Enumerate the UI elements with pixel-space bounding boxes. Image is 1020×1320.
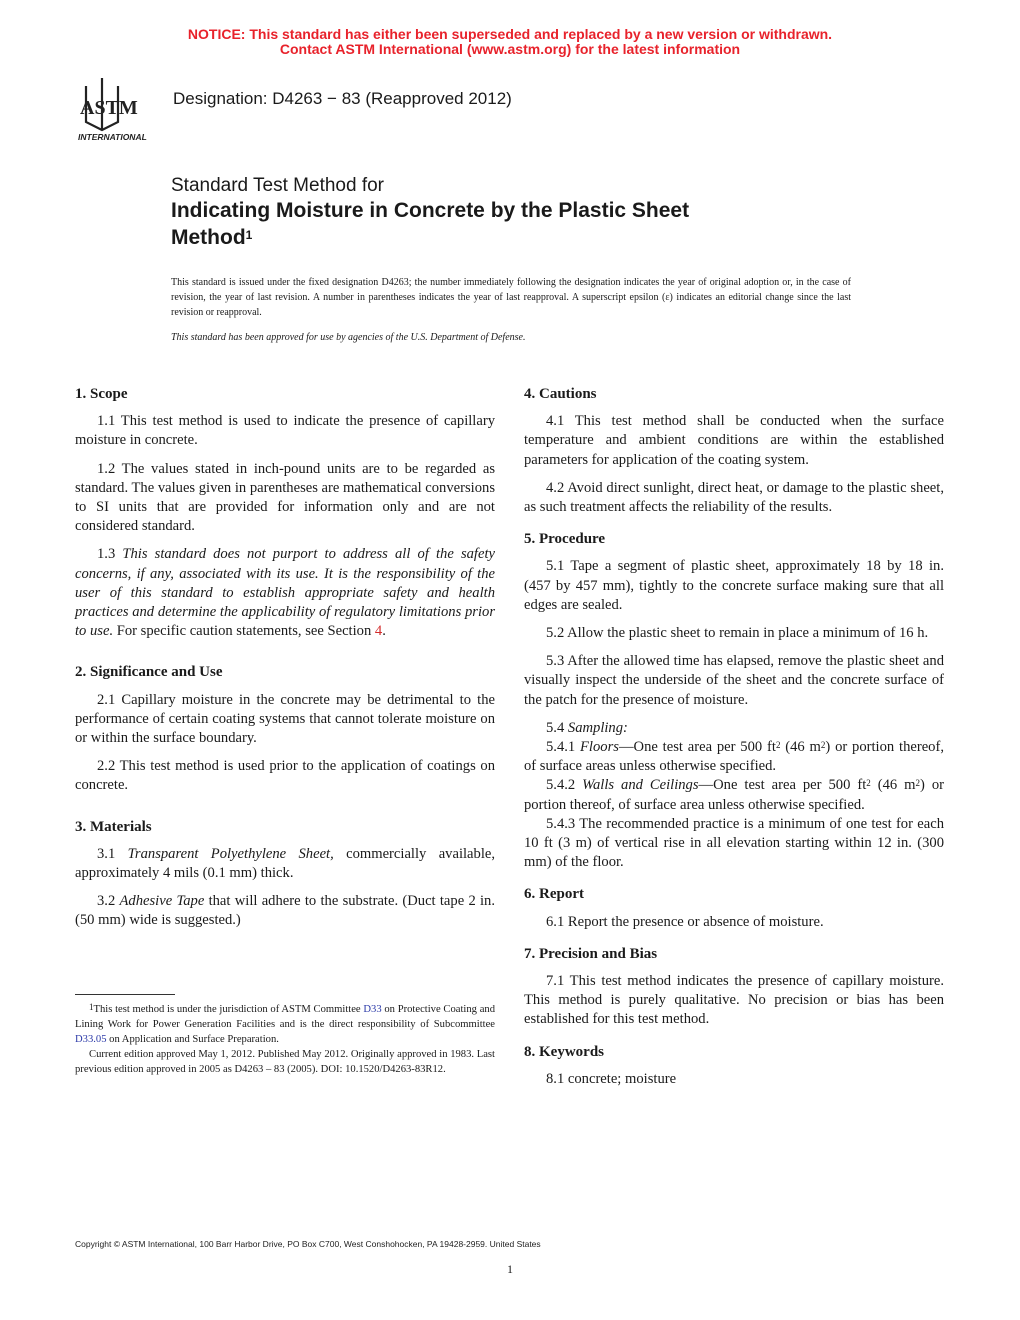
section-4-link[interactable]: 4 [374,623,383,640]
para-5-1: 5.1 Tape a segment of plastic sheet, approximately 18 by 18 in. (457 by 457 mm), tightly to the concrete surface making sure that all edges are sealed. [524,558,944,613]
para-6-1: 6.1 Report the presence or absence of moisture. [546,913,824,930]
para-4-1: 4.1 This test method shall be conducted when the surface temperature and ambient conditions are within the established parameters for application of the coating system. [524,413,944,468]
notice-line-2: Contact ASTM International (www.astm.org) for the latest information [279,41,741,57]
committee-d33-link[interactable]: D33 [363,1004,382,1015]
title-line-3: Method$^1$ [171,226,253,249]
section-2-heading: 2. Significance and Use [75,664,223,681]
para-5-4-1: 5.4.1 Floors—One test area per 500 $ft^2$ (46 $m^2$) or portion thereof, of surface areas unless otherwise specified. [524,739,944,775]
para-3-1: 3.1 Transparent Polyethylene Sheet, commercially available, approximately 4 mils (0.1 mm) thick. [75,845,496,882]
subcommittee-d33-05-link[interactable]: D33.05 [75,1034,107,1045]
document-title [171,175,871,251]
dod-approval: This standard has been approved for use by agencies of the U.S. Department of Defense. [171,332,526,343]
preamble [171,275,851,345]
para-1-3: 1.3 This standard does not purport to address all of the safety concerns, if any, associated with its use. It is the responsibility of the user of this standard to establish appropriate safety and health practices and determine the applicability of regulatory limitations prior to use. For specific caution statements, see Section 4. [75,546,495,640]
copyright: Copyright © ASTM International, 100 Barr Harbor Drive, PO Box C700, West Conshohocken, PA 19428-2959. United States [75,1239,541,1249]
section-1-heading: 1. Scope [75,386,128,402]
logo-subtitle: INTERNATIONAL [78,132,147,142]
section-7-heading: 7. Precision and Bias [524,945,658,962]
page-number: 1 [507,1262,513,1276]
para-7-1: 7.1 This test method indicates the presence of capillary moisture. This method is purely qualitative. No precision or bias has been established for this test method. [524,973,944,1028]
section-3-heading: 3. Materials [75,818,152,835]
para-2-1: 2.1 Capillary moisture in the concrete may be detrimental to the performance of certain coating systems that cannot tolerate moisture on or within the surface boundary. [75,691,495,747]
para-5-2: 5.2 Allow the plastic sheet to remain in place a minimum of 16 h. [546,625,929,642]
para-1-1: 1.1 This test method is used to indicate the presence of capillary moisture in concrete. [75,413,495,449]
notice-line-1: NOTICE: This standard has either been superseded and replaced by a new version or withdrawn. [187,26,833,42]
para-5-4-2: 5.4.2 Walls and Ceilings—One test area per 500 $ft^2$ (46 $m^2$) or portion thereof, of surface area unless otherwise specified. [524,777,944,813]
left-column [75,385,495,940]
para-3-2: 3.2 Adhesive Tape that will adhere to the substrate. (Duct tape 2 in. (50 mm) wide is suggested.) [75,893,496,929]
astm-logo [72,74,164,144]
right-column [524,385,944,1098]
footnote-edition: Current edition approved May 1, 2012. Published May 2012. Originally approved in 1983. Last previous edition approved in 2005 as D4263 – 83 (2005). DOI: 10.1520/D4263-83R12. [75,1049,495,1075]
section-6-heading: 6. Report [524,886,584,903]
section-4-heading: 4. Cautions [524,386,597,402]
para-5-3: 5.3 After the allowed time has elapsed, remove the plastic sheet and visually inspect the underside of the sheet and the concrete surface of the patch for the presence of moisture. [524,653,944,708]
para-4-2: 4.2 Avoid direct sunlight, direct heat, or damage to the plastic sheet, as such treatment affects the reliability of the results. [524,479,944,516]
title-line-2: Indicating Moisture in Concrete by the Plastic Sheet [171,199,690,222]
footnotes [75,1002,495,1077]
designation: Designation: D4263 − 83 (Reapproved 2012) [173,89,512,108]
para-1-2: 1.2 The values stated in inch-pound units are to be regarded as standard. The values given in parentheses are mathematical conversions to SI units that are provided for information only and are not considered standard. [75,460,495,535]
footnote-1: $^1$This test method is under the jurisdiction of ASTM Committee D33 on Protective Coating and Lining Work for Power Generation Facilities and is the direct responsibility of Subcommittee D33.05 on Application and Surface Preparation. [75,1002,495,1045]
footnote-divider [75,994,175,995]
section-8-heading: 8. Keywords [524,1043,604,1060]
section-5-heading: 5. Procedure [524,531,606,548]
title-line-1: Standard Test Method for [171,175,384,196]
withdrawal-notice [0,27,1020,57]
title-footnote-marker[interactable]: 1 [245,228,253,242]
para-5-4: 5.4 Sampling: [546,719,628,736]
preamble-text: This standard is issued under the fixed designation D4263; the number immediately following the designation indicates the year of original adoption or, in the case of revision, the year of last revision. A number in parentheses indicates the year of last reapproval. A superscript epsilon (ε) indicates an editorial change since the last revision or reapproval. [171,277,851,318]
logo-mark: ASTM [80,97,138,119]
para-2-2: 2.2 This test method is used prior to the application of coatings on concrete. [75,758,495,794]
para-8-1: 8.1 concrete; moisture [546,1070,677,1087]
para-5-4-3: 5.4.3 The recommended practice is a minimum of one test for each 10 ft (3 m) of vertical rise in all elevation starting within 12 in. (300 mm) of the floor. [524,815,944,871]
